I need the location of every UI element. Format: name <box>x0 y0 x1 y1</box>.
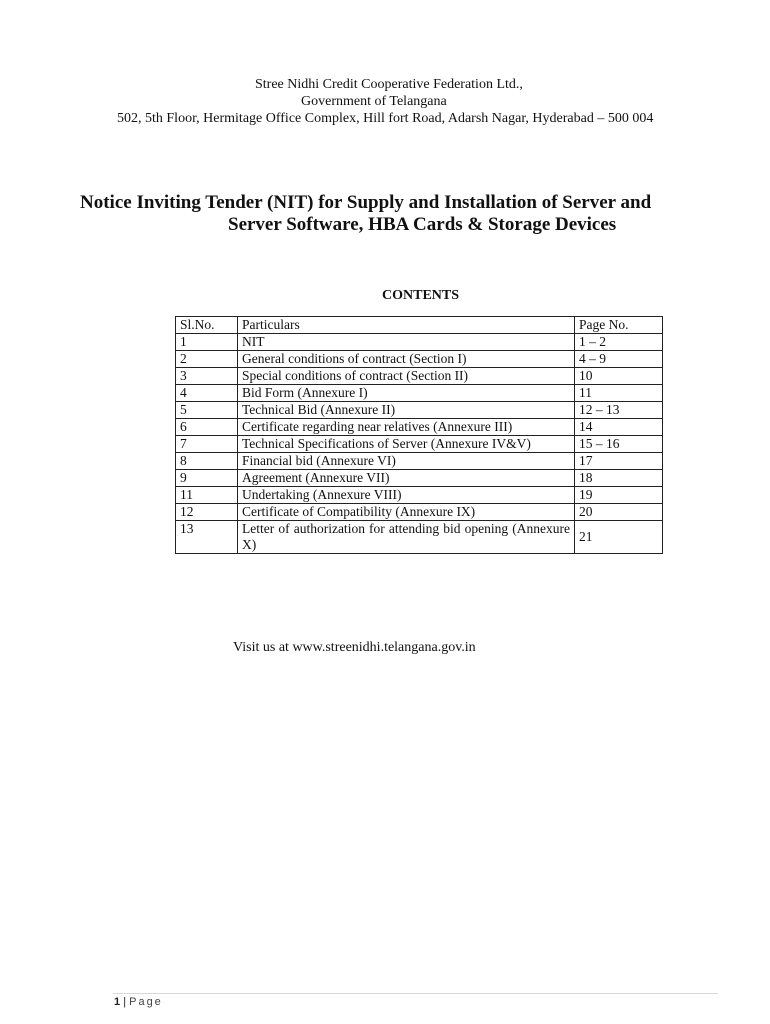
table-row <box>176 521 663 554</box>
footer-divider <box>113 993 718 994</box>
row-particulars: Bid Form (Annexure I) <box>238 385 575 402</box>
row-particulars: Certificate regarding near relatives (Annexure III) <box>238 419 575 436</box>
row-page-no: 4 – 9 <box>575 351 663 368</box>
row-page-no: 12 – 13 <box>575 402 663 419</box>
row-slno: 3 <box>176 368 238 385</box>
row-slno: 8 <box>176 453 238 470</box>
row-page-no: 15 – 16 <box>575 436 663 453</box>
row-page-no: 17 <box>575 453 663 470</box>
row-page-no: 11 <box>575 385 663 402</box>
row-particulars: Agreement (Annexure VII) <box>238 470 575 487</box>
website-note: Visit us at www.streenidhi.telangana.gov.in <box>233 640 476 655</box>
row-page-no: 21 <box>575 521 663 554</box>
row-slno: 1 <box>176 334 238 351</box>
row-page-no: 20 <box>575 504 663 521</box>
table-row <box>176 351 663 368</box>
table-row <box>176 504 663 521</box>
footer-separator: | <box>123 996 127 1008</box>
table-row <box>176 334 663 351</box>
row-slno: 2 <box>176 351 238 368</box>
table-row <box>176 419 663 436</box>
page-number: 1 <box>114 996 121 1008</box>
row-page-no: 1 – 2 <box>575 334 663 351</box>
row-particulars: Financial bid (Annexure VI) <box>238 453 575 470</box>
row-slno: 12 <box>176 504 238 521</box>
row-particulars: Special conditions of contract (Section II) <box>238 368 575 385</box>
government-name: Government of Telangana <box>301 94 447 109</box>
row-particulars: Undertaking (Annexure VIII) <box>238 487 575 504</box>
contents-heading: CONTENTS <box>382 288 460 303</box>
column-header-page-no: Page No. <box>575 317 663 334</box>
row-slno: 13 <box>176 521 238 554</box>
row-slno: 9 <box>176 470 238 487</box>
row-slno: 7 <box>176 436 238 453</box>
row-page-no: 10 <box>575 368 663 385</box>
organization-name: Stree Nidhi Credit Cooperative Federation Ltd., <box>255 77 523 92</box>
table-row <box>176 453 663 470</box>
organization-address: 502, 5th Floor, Hermitage Office Complex, Hill fort Road, Adarsh Nagar, Hyderabad – 500 004 <box>117 111 654 126</box>
row-particulars: General conditions of contract (Section I) <box>238 351 575 368</box>
row-particulars: Technical Bid (Annexure II) <box>238 402 575 419</box>
row-particulars: NIT <box>238 334 575 351</box>
table-row <box>176 436 663 453</box>
document-title-line-2: Server Software, HBA Cards & Storage Devices <box>228 214 617 235</box>
document-title-line-1: Notice Inviting Tender (NIT) for Supply and Installation of Server and <box>80 192 652 213</box>
page-footer <box>114 995 163 1009</box>
row-slno: 5 <box>176 402 238 419</box>
table-row <box>176 487 663 504</box>
table-row <box>176 470 663 487</box>
page-label: Page <box>129 996 163 1008</box>
table-row <box>176 368 663 385</box>
column-header-particulars: Particulars <box>238 317 575 334</box>
row-page-no: 18 <box>575 470 663 487</box>
row-slno: 6 <box>176 419 238 436</box>
row-page-no: 19 <box>575 487 663 504</box>
contents-table <box>175 316 663 554</box>
table-row <box>176 385 663 402</box>
row-slno: 11 <box>176 487 238 504</box>
row-particulars: Letter of authorization for attending bid opening (Annexure X) <box>238 521 575 554</box>
row-page-no: 14 <box>575 419 663 436</box>
row-particulars: Technical Specifications of Server (Annexure IV&V) <box>238 436 575 453</box>
row-slno: 4 <box>176 385 238 402</box>
column-header-slno: Sl.No. <box>176 317 238 334</box>
table-row <box>176 402 663 419</box>
row-particulars: Certificate of Compatibility (Annexure IX) <box>238 504 575 521</box>
table-header-row <box>176 317 663 334</box>
